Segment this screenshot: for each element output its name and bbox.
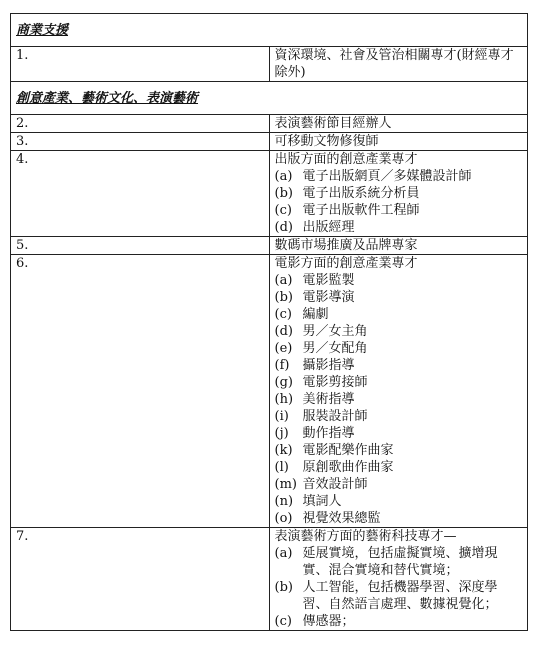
row-cell [269, 528, 528, 631]
item-label: (k) [274, 443, 293, 458]
list-item [275, 545, 523, 579]
item-text: 延展實境，包括虛擬實境、擴增現實、混合實境和替代實境； [302, 546, 498, 578]
item-label: (b) [274, 290, 293, 305]
row-text: 出版方面的創意產業專才 [274, 152, 418, 167]
item-text: 編劇 [302, 307, 329, 322]
item-text: 傳感器； [302, 614, 355, 629]
item-text: 美術指導 [302, 392, 355, 407]
talent-list-document [10, 13, 528, 631]
talent-list-table [10, 13, 528, 631]
table-row [11, 528, 528, 631]
item-label: (c) [274, 203, 292, 218]
item-text: 電影導演 [302, 290, 355, 305]
item-text: 電影剪接師 [302, 375, 368, 390]
table-row [11, 237, 528, 255]
item-label: (f) [274, 358, 290, 373]
row-text: 數碼市場推廣及品牌專家 [269, 237, 528, 255]
item-text: 電影監製 [302, 273, 355, 288]
item-text: 電影配樂作曲家 [302, 443, 394, 458]
list-item [275, 323, 523, 340]
item-label: (h) [274, 392, 294, 407]
item-label: (d) [274, 220, 293, 235]
row-number: 7. [11, 528, 270, 631]
item-label: (c) [274, 614, 292, 629]
item-text: 攝影指導 [302, 358, 355, 373]
row-text: 表演藝術方面的藝術科技專才— [274, 529, 457, 544]
item-text: 男／女主角 [302, 324, 368, 339]
list-item [275, 510, 523, 527]
item-text: 填詞人 [302, 494, 342, 509]
item-text: 出版經理 [302, 220, 355, 235]
row-cell [269, 255, 528, 528]
list-item [275, 476, 523, 493]
item-text: 服裝設計師 [302, 409, 368, 424]
item-text: 電子出版網頁／多媒體設計師 [302, 169, 472, 184]
row-text: 電影方面的創意產業專才 [274, 256, 418, 271]
item-text: 人工智能，包括機器學習、深度學習、自然語言處理、數據視覺化； [302, 580, 498, 612]
row-number: 6. [11, 255, 270, 528]
item-label: (e) [274, 341, 293, 356]
section-header-creative-industries: 創意產業、藝術文化、表演藝術 [11, 82, 528, 115]
list-item [275, 202, 523, 219]
list-item [275, 459, 523, 476]
list-item [275, 168, 523, 185]
list-item [275, 442, 523, 459]
table-row [11, 47, 528, 82]
item-label: (m) [274, 477, 297, 492]
item-text: 動作指導 [302, 426, 355, 441]
row-number: 1. [11, 47, 270, 82]
row-text: 可移動文物修復師 [269, 133, 528, 151]
item-label: (a) [274, 273, 293, 288]
list-item [275, 306, 523, 323]
list-item [275, 340, 523, 357]
row-text: 表演藝術節目經辦人 [269, 115, 528, 133]
table-row [11, 115, 528, 133]
list-item [275, 408, 523, 425]
list-item [275, 357, 523, 374]
item-label: (a) [274, 546, 293, 561]
section-header-row [11, 14, 528, 47]
item-label: (a) [274, 169, 293, 184]
row-text: 資深環境、社會及管治相關專才(財經專才除外) [269, 47, 528, 82]
section-header-row [11, 82, 528, 115]
table-row [11, 151, 528, 237]
row-cell [269, 151, 528, 237]
item-label: (i) [274, 409, 289, 424]
list-item [275, 272, 523, 289]
item-text: 音效設計師 [302, 477, 368, 492]
list-item [275, 374, 523, 391]
item-label: (g) [274, 375, 293, 390]
list-item [275, 493, 523, 510]
item-text: 電子出版軟件工程師 [302, 203, 420, 218]
row-number: 5. [11, 237, 270, 255]
table-row [11, 255, 528, 528]
list-item [275, 219, 523, 236]
item-text: 原創歌曲作曲家 [302, 460, 394, 475]
list-item [275, 185, 523, 202]
item-label: (c) [274, 307, 292, 322]
list-item [275, 579, 523, 613]
item-label: (b) [274, 186, 293, 201]
row-number: 2. [11, 115, 270, 133]
item-label: (n) [274, 494, 294, 509]
item-text: 電子出版系統分析員 [302, 186, 420, 201]
list-item [275, 289, 523, 306]
row-number: 4. [11, 151, 270, 237]
item-label: (o) [274, 511, 293, 526]
item-label: (j) [274, 426, 289, 441]
section-header-business-support: 商業支援 [11, 14, 528, 47]
item-text: 視覺效果總監 [302, 511, 381, 526]
item-label: (b) [274, 580, 293, 595]
item-label: (d) [274, 324, 293, 339]
table-row [11, 133, 528, 151]
item-text: 男／女配角 [302, 341, 368, 356]
list-item [275, 425, 523, 442]
row-number: 3. [11, 133, 270, 151]
item-label: (l) [274, 460, 289, 475]
list-item [275, 391, 523, 408]
list-item [275, 613, 523, 630]
